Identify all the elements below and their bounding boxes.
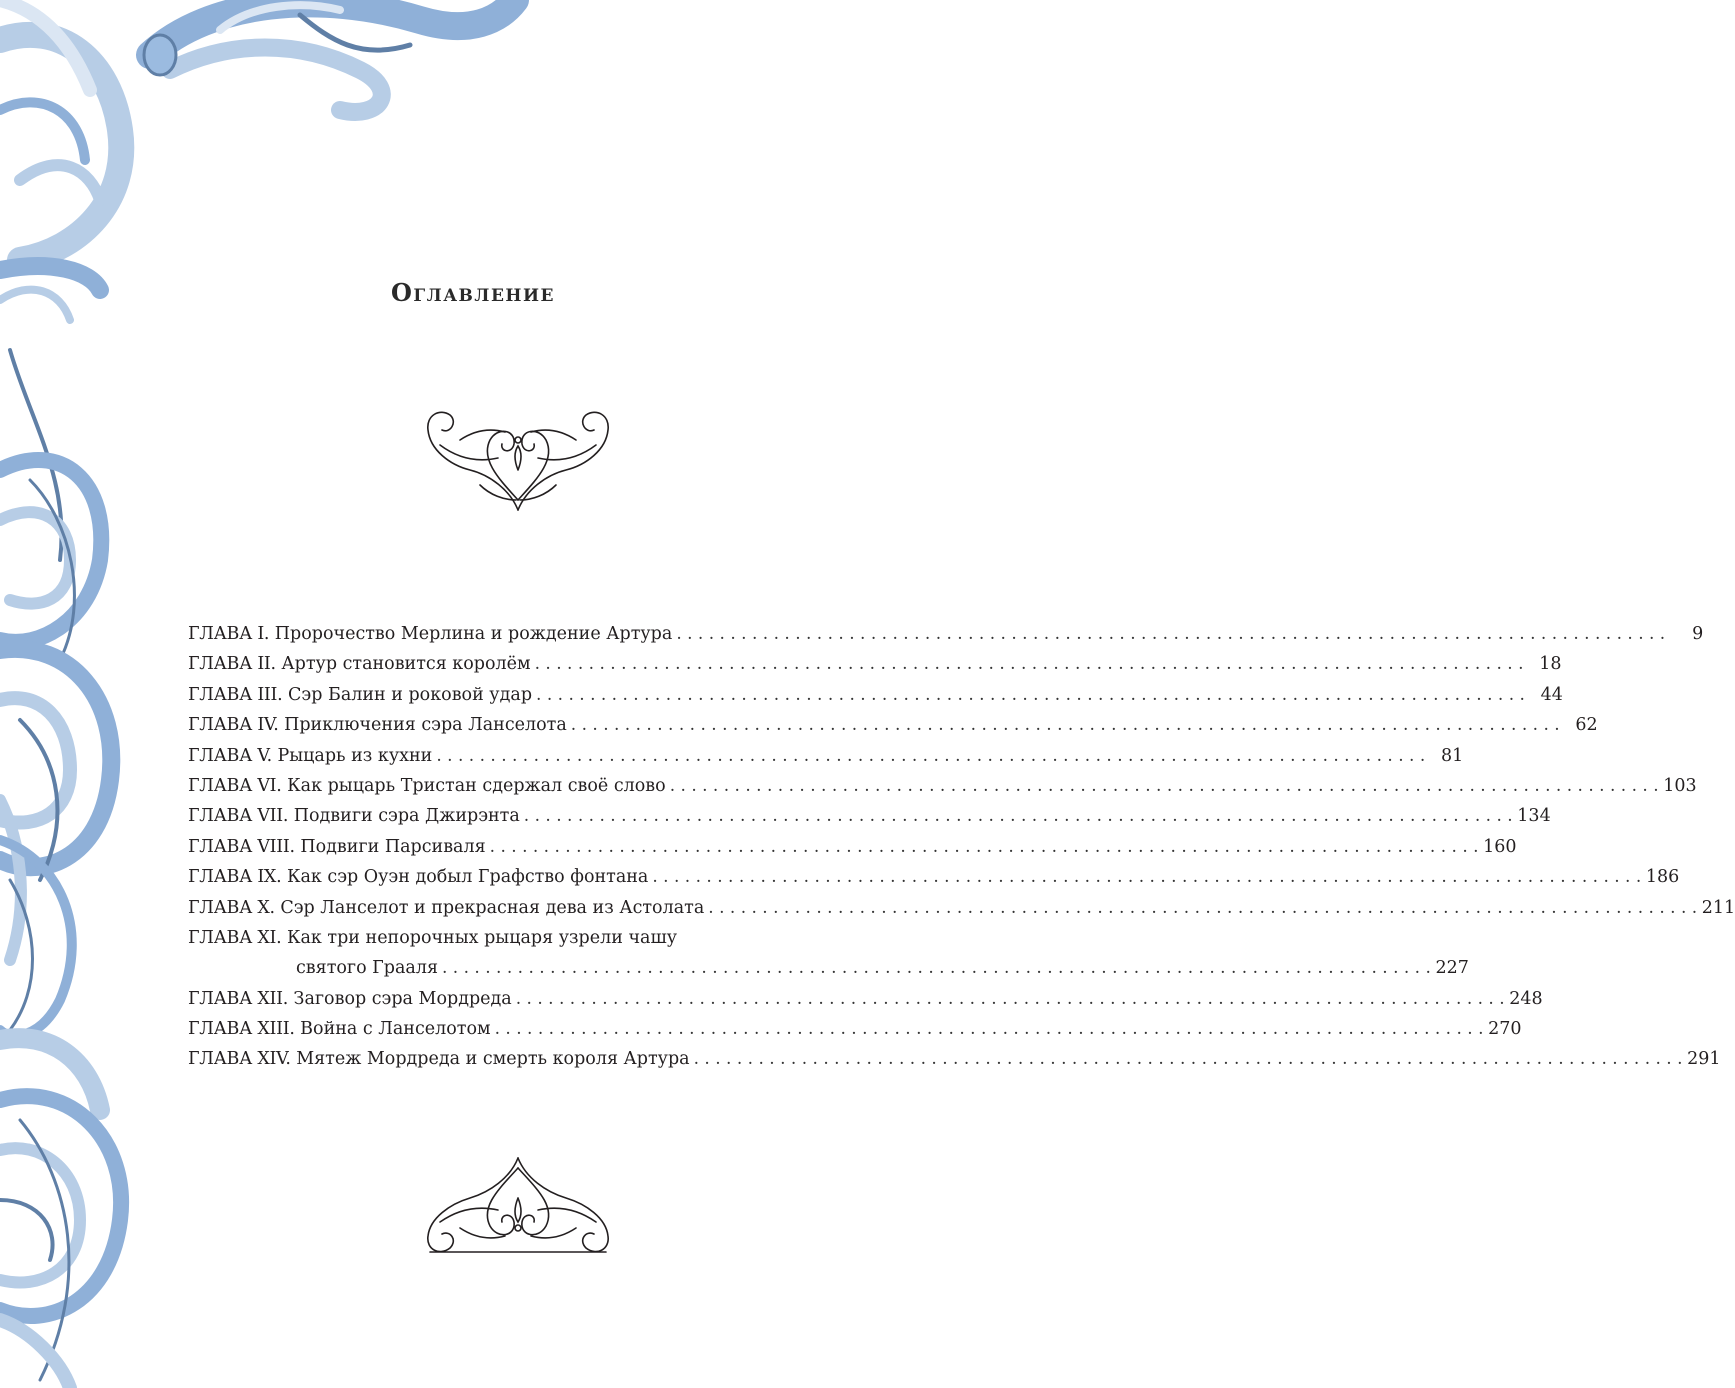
toc-page-number: 248 <box>1509 988 1543 1009</box>
toc-title: Приключения сэра Ланселота <box>284 715 567 736</box>
toc-leader-dots <box>708 893 1697 923</box>
toc-page-number: 62 <box>1575 715 1598 736</box>
toc-title: Как три непорочных рыцаря узрели чашу <box>286 927 678 948</box>
toc-chapter: ГЛАВА IX. <box>188 867 282 888</box>
toc-page-number: 103 <box>1663 775 1697 796</box>
toc-chapter: ГЛАВА VIII. <box>188 836 295 857</box>
toc-title: Заговор сэра Мордреда <box>293 988 512 1009</box>
toc-leader-dots <box>536 680 1525 710</box>
toc-entry[interactable] <box>188 680 1563 710</box>
toc-leader-dots <box>495 1014 1484 1044</box>
toc-entry[interactable] <box>188 801 1551 831</box>
toc-leader-dots <box>516 984 1505 1014</box>
toc-page-number: 227 <box>1435 958 1469 979</box>
toc-title: Подвиги сэра Джирэнта <box>293 806 520 827</box>
toc-chapter: ГЛАВА XIII. <box>188 1019 295 1040</box>
toc-chapter: ГЛАВА XIV. <box>188 1049 291 1070</box>
toc-leader-dots <box>571 710 1560 740</box>
toc-page-number: 18 <box>1539 654 1562 675</box>
toc-leader-dots <box>490 832 1479 862</box>
toc-entry[interactable] <box>188 710 1598 740</box>
toc-entry[interactable] <box>188 741 1464 771</box>
toc-page-number: 81 <box>1440 745 1464 766</box>
toc-page-number: 291 <box>1687 1049 1721 1070</box>
page-title: Оглавление <box>391 278 555 308</box>
toc-title: Мятеж Мордреда и смерть короля Артура <box>296 1049 690 1070</box>
toc-page-number: 270 <box>1488 1019 1522 1040</box>
toc-title: Артур становится королём <box>281 654 531 675</box>
toc-title-continuation: святого Грааля <box>296 958 438 979</box>
toc-entry[interactable] <box>188 832 1517 862</box>
toc-chapter: ГЛАВА V. <box>188 745 272 766</box>
toc-chapter: ГЛАВА VI. <box>188 775 282 796</box>
toc-page-number: 134 <box>1517 806 1551 827</box>
toc-page-number: 211 <box>1701 897 1735 918</box>
toc-entry[interactable] <box>188 1044 1721 1074</box>
toc-chapter: ГЛАВА I. <box>188 624 270 644</box>
toc-entry[interactable] <box>188 893 1735 923</box>
toc-title: Сэр Ланселот и прекрасная дева из Астолата <box>280 897 705 918</box>
toc-title: Подвиги Парсиваля <box>300 836 486 857</box>
toc-title: Сэр Балин и роковой удар <box>288 684 533 705</box>
toc-page-number: 9 <box>1692 624 1704 644</box>
flourish-ornament-bottom-icon <box>420 1152 616 1260</box>
toc-entry[interactable] <box>188 619 1704 649</box>
toc-chapter: ГЛАВА VII. <box>188 806 289 827</box>
toc-chapter: ГЛАВА II. <box>188 654 276 675</box>
toc-title: Рыцарь из кухни <box>277 745 433 766</box>
toc-title: Война с Ланселотом <box>300 1019 491 1040</box>
toc-leader-dots <box>535 649 1524 679</box>
toc-title: Пророчество Мерлина и рождение Артура <box>274 624 673 644</box>
toc-leader-dots <box>442 953 1431 983</box>
table-of-contents <box>188 619 1735 1075</box>
toc-leader-dots <box>694 1044 1683 1074</box>
toc-chapter: ГЛАВА XII. <box>188 988 288 1009</box>
toc-chapter: ГЛАВА X. <box>188 897 275 918</box>
flourish-ornament-top-icon <box>420 400 616 514</box>
toc-leader-dots <box>676 619 1665 649</box>
toc-page-number: 160 <box>1483 836 1517 857</box>
toc-entry[interactable] <box>188 862 1680 892</box>
toc-page-number: 44 <box>1540 684 1563 705</box>
toc-entry[interactable] <box>188 984 1543 1014</box>
toc-entry[interactable] <box>188 771 1697 801</box>
toc-title: Как сэр Оуэн добыл Графство фонтана <box>286 867 649 888</box>
toc-entry[interactable] <box>188 1014 1522 1044</box>
toc-entry[interactable] <box>188 923 850 953</box>
toc-page-number: 186 <box>1645 867 1680 888</box>
toc-entry-continuation[interactable] <box>188 953 1469 983</box>
toc-leader-dots <box>436 741 1425 771</box>
toc-leader-dots <box>652 862 1641 892</box>
toc-title: Как рыцарь Тристан сдержал своё слово <box>287 775 666 796</box>
toc-leader-dots <box>670 771 1659 801</box>
toc-leader-dots <box>524 801 1513 831</box>
toc-chapter: ГЛАВА III. <box>188 684 283 705</box>
toc-entry[interactable] <box>188 649 1562 679</box>
toc-chapter: ГЛАВА XI. <box>188 927 282 948</box>
toc-chapter: ГЛАВА IV. <box>188 715 279 736</box>
